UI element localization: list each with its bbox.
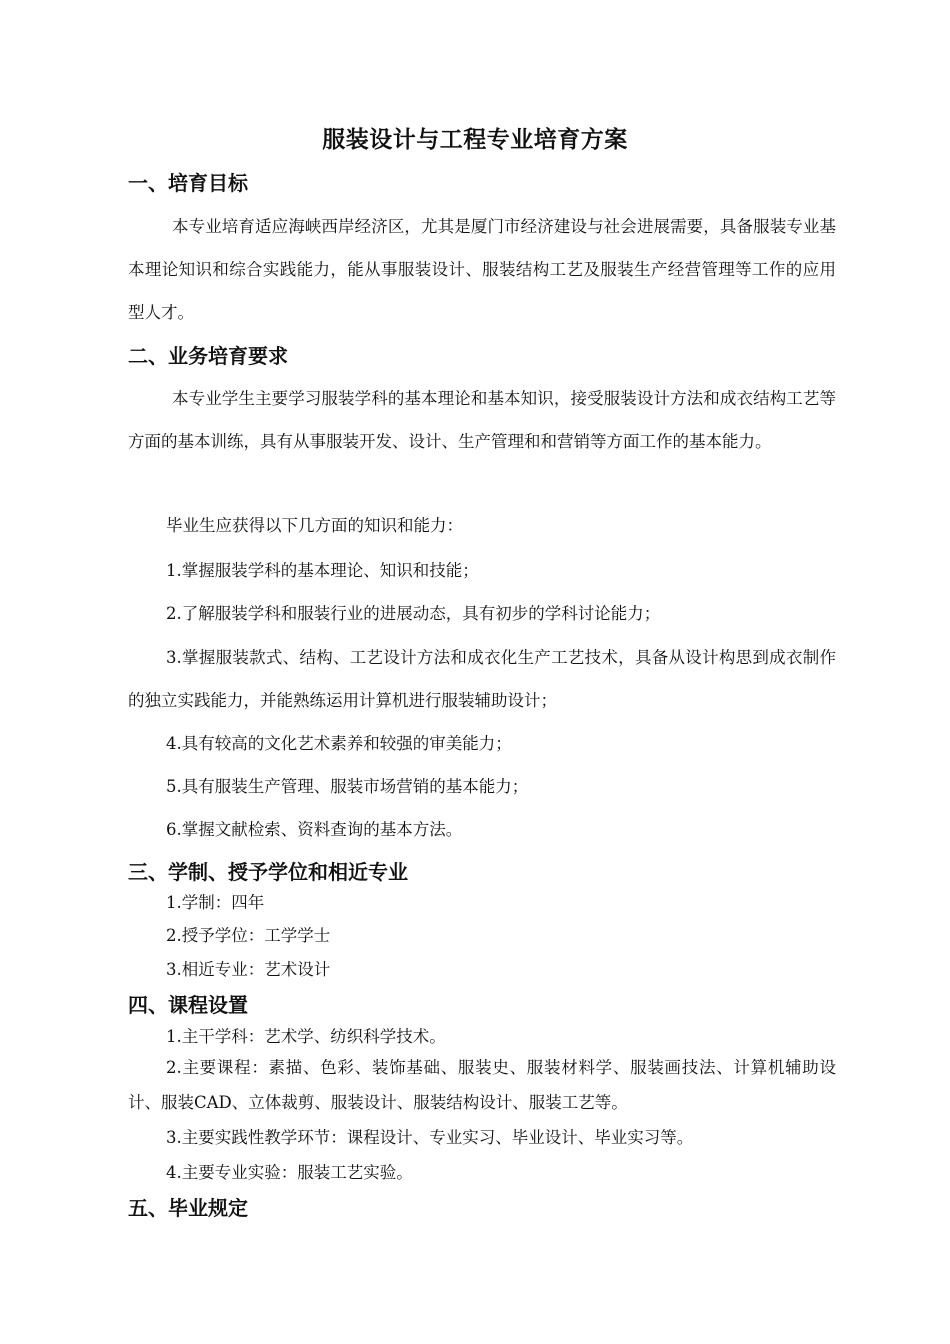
ability-item-4: 4.具有较高的文化艺术素养和较强的审美能力； [166,734,512,753]
curriculum-item-4: 4.主要专业实验：服装工艺实验。 [166,1163,413,1182]
degree-item-2: 2.授予学位：工学学士 [166,926,331,945]
requirements-paragraph: 本专业学生主要学习服装学科的基本理论和基本知识，接受服装设计方法和成衣结构工艺等方面的基本训练，具有从事服装开发、设计、生产管理和和营销等方面工作的基本能力。 [128,389,836,451]
training-goals-paragraph: 本专业培育适应海峡西岸经济区，尤其是厦门市经济建设与社会进展需要，具备服装专业基本理论知识和综合实践能力，能从事服装设计、服装结构工艺及服装生产经营管理等工作的应用型人才。 [128,217,836,322]
section-heading-graduation: 五、毕业规定 [128,1196,248,1220]
section-heading-degree: 三、学制、授予学位和相近专业 [128,860,408,884]
ability-item-5: 5.具有服装生产管理、服装市场营销的基本能力； [166,777,529,796]
document-title: 服装设计与工程专业培育方案 [322,127,628,153]
section-heading-curriculum: 四、课程设置 [128,993,248,1017]
curriculum-item-3: 3.主要实践性教学环节：课程设计、专业实习、毕业设计、毕业实习等。 [166,1128,694,1147]
ability-item-3: 3.掌握服装款式、结构、工艺设计方法和成衣化生产工艺技术，具备从设计构思到成衣制作的独立实践能力，并能熟练运用计算机进行服装辅助设计； [128,648,836,710]
ability-item-2: 2.了解服装学科和服装行业的进展动态，具有初步的学科讨论能力； [166,604,661,623]
section-heading-training-goals: 一、培育目标 [128,171,248,195]
ability-item-1: 1.掌握服装学科的基本理论、知识和技能； [166,561,479,580]
abilities-intro: 毕业生应获得以下几方面的知识和能力： [166,516,463,535]
degree-item-1: 1.学制：四年 [166,893,265,912]
curriculum-item-2: 2.主要课程：素描、色彩、装饰基础、服装史、服装材料学、服装画技法、计算机辅助设计、服装CAD、立体裁剪、服装设计、服装结构设计、服装工艺等。 [128,1058,836,1112]
curriculum-item-1: 1.主干学科：艺术学、纺织科学技术。 [166,1027,446,1046]
degree-item-3: 3.相近专业：艺术设计 [166,960,331,979]
section-heading-requirements: 二、业务培育要求 [128,344,288,368]
ability-item-6: 6.掌握文献检索、资料查询的基本方法。 [166,820,463,839]
